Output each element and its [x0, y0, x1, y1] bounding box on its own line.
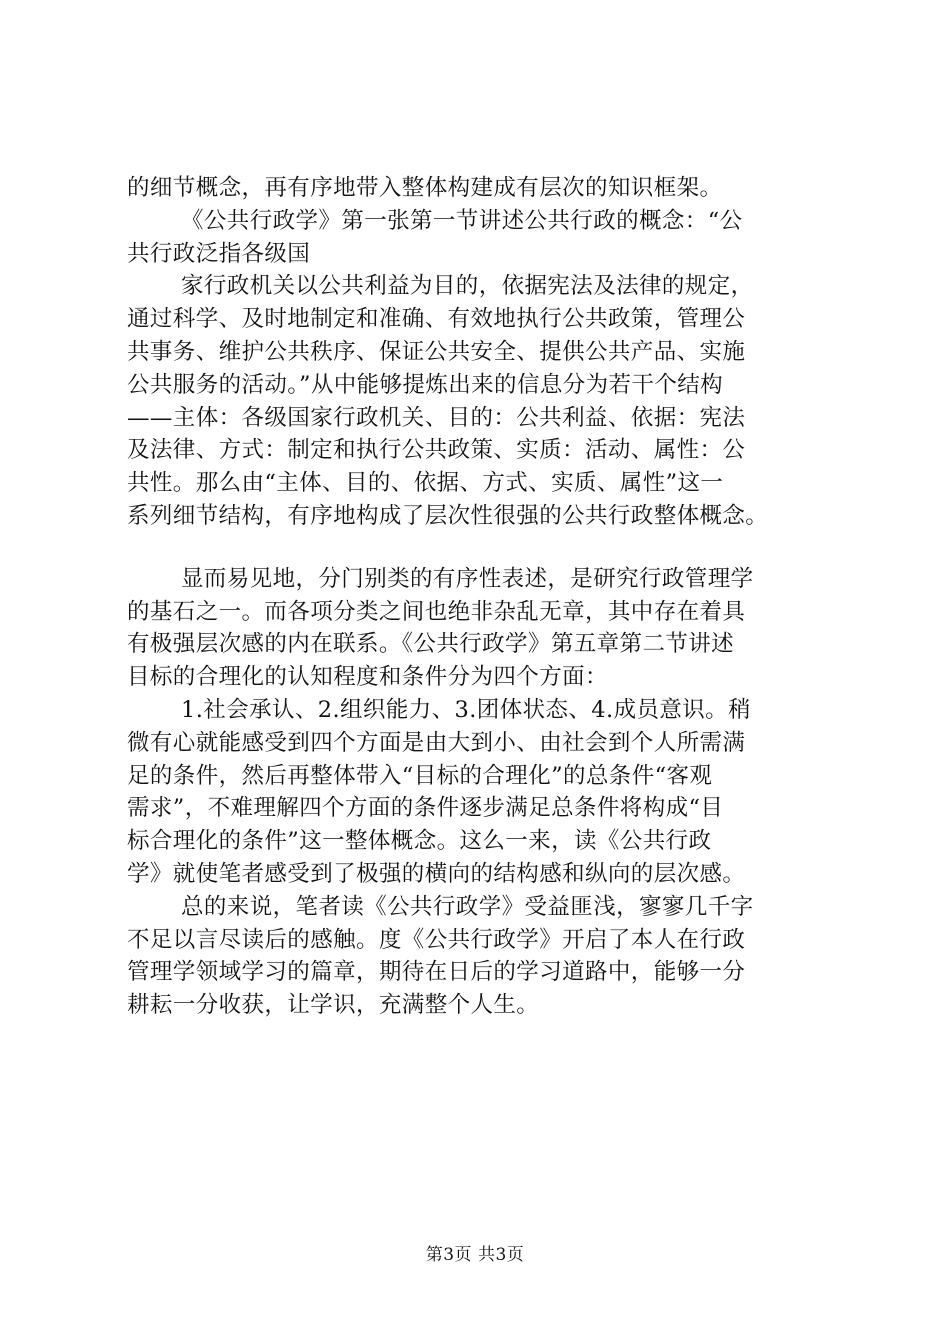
text-line: 有极强层次感的内在联系。《公共行政学》第五章第二节讲述 — [127, 631, 735, 658]
text-line: 微有心就能感受到四个方面是由大到小、由社会到个人所需满 — [127, 729, 746, 756]
text-line: 及法律、方式：制定和执行公共政策、实质：活动、属性：公 — [127, 437, 746, 464]
text-line: 家行政机关以公共利益为目的，依据宪法及法律的规定， — [181, 273, 754, 300]
text-line: 共事务、维护公共秩序、保证公共安全、提供公共产品、实施 — [127, 338, 746, 365]
text-line: 显而易见地，分门别类的有序性表述，是研究行政管理学 — [181, 565, 754, 592]
text-line: 标合理化的条件”这一整体概念。这么一来，读《公共行政 — [127, 828, 712, 855]
text-line: 管理学领域学习的篇章，期待在日后的学习道路中，能够一分 — [127, 959, 746, 986]
text-line: 共性。那么由“主体、目的、依据、方式、实质、属性”这一 — [127, 470, 724, 497]
text-line: 公共服务的活动。”从中能够提炼出来的信息分为若干个结构 — [127, 371, 724, 398]
text-line: 学》就使笔者感受到了极强的横向的结构感和纵向的层次感。 — [127, 860, 746, 887]
text-line: 共行政泛指各级国 — [127, 240, 311, 267]
text-line: 不足以言尽读后的感触。度《公共行政学》开启了本人在行政 — [127, 926, 746, 953]
page-footer: 第3页 共3页 — [425, 1245, 525, 1265]
text-line: 耕耘一分收获，让学识，充满整个人生。 — [127, 992, 540, 1019]
text-line: 的细节概念，再有序地带入整体构建成有层次的知识框架。 — [127, 175, 723, 201]
text-line: 需求”，不难理解四个方面的条件逐步满足总条件将构成“目 — [127, 795, 724, 822]
text-line: 1.社会承认、2.组织能力、3.团体状态、4.成员意识。稍 — [181, 696, 751, 723]
paragraph-gap — [127, 533, 839, 563]
text-line: 的基石之一。而各项分类之间也绝非杂乱无章，其中存在着具 — [127, 598, 746, 625]
text-line: 《公共行政学》第一张第一节讲述公共行政的概念：“公 — [181, 207, 743, 234]
body-text — [127, 172, 839, 1022]
text-line: 目标的合理化的认知程度和条件分为四个方面： — [127, 664, 608, 691]
text-line: 系列细节结构，有序地构成了层次性很强的公共行政整体概念。 — [127, 502, 769, 529]
text-line: 足的条件，然后再整体带入“目标的合理化”的总条件“客观 — [127, 762, 713, 789]
text-line: ——主体：各级国家行政机关、目的：公共利益、依据：宪法 — [127, 404, 746, 431]
text-line: 通过科学、及时地制定和准确、有效地执行公共政策，管理公 — [127, 306, 746, 333]
text-line: 总的来说，笔者读《公共行政学》受益匪浅，寥寥几千字 — [181, 893, 754, 920]
